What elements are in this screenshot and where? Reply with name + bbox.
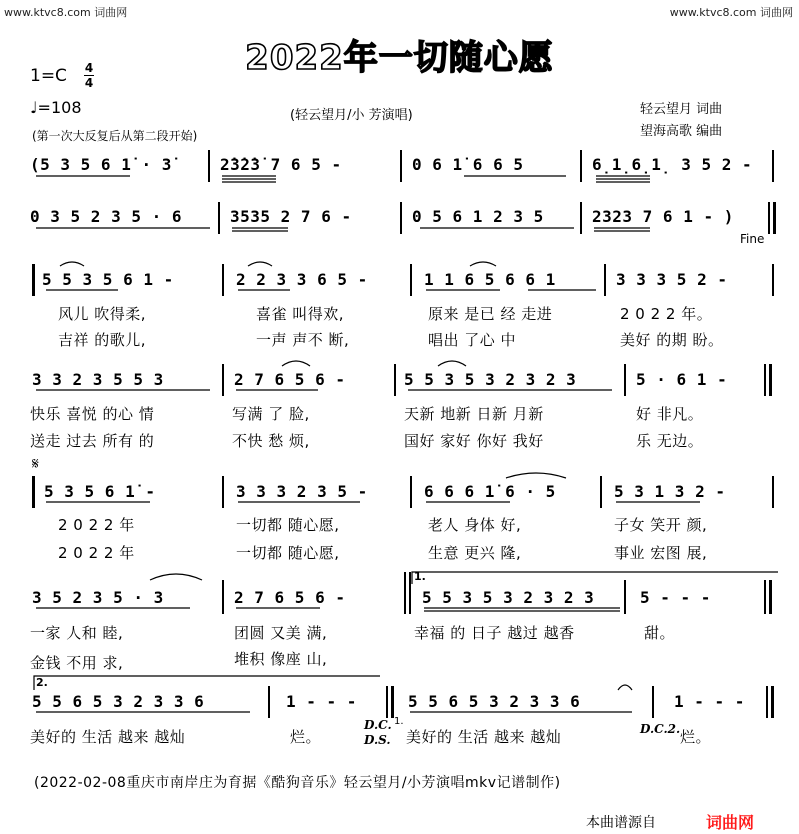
measure-notes: 1 - - -: [674, 692, 745, 711]
fine-mark: Fine: [740, 232, 765, 246]
lyric-verse-1: 团圆 又美 满,: [234, 624, 328, 642]
segno-sign: 𝄋: [32, 454, 39, 473]
measure-notes: 3 3 3 5 2 -: [616, 270, 728, 289]
measure-notes: 1 - - -: [286, 692, 357, 711]
ds-mark: D.S.: [364, 733, 391, 747]
lyric-verse-2: 乐 无边。: [636, 432, 704, 450]
arrange-credit: 望海高歌 编曲: [640, 124, 723, 139]
key-signature: 1=C: [30, 66, 67, 86]
lyric-verse-1: 2 0 2 2 年。: [620, 305, 713, 323]
lyric-verse-1: 原来 是已 经 走进: [428, 305, 553, 323]
measure-notes: 3 3 3 2 3 5 -: [236, 482, 368, 501]
measure-notes: 5 5 3 5 3 2 3 2 3: [422, 588, 595, 607]
lyric-verse-2: 一声 声不 断,: [256, 331, 350, 349]
measure-notes: 2 7 6 5 6 -: [234, 588, 346, 607]
lyric-verse-2: 送走 过去 所有 的: [30, 432, 155, 450]
lyric-verse-1: 2 0 2 2 年: [58, 516, 135, 534]
lyric-verse-2: 金钱 不用 求,: [30, 654, 124, 672]
lyric-verse-2: 2 0 2 2 年: [58, 544, 135, 562]
song-title: 2022年一切随心愿: [245, 38, 554, 78]
time-top: 4: [84, 61, 94, 75]
measure-notes: 5 5 6 5 3 2 3 3 6: [32, 692, 205, 711]
watermark-right: www.ktvc8.com 词曲网: [669, 6, 793, 19]
lyric-verse-2: 堆积 像座 山,: [234, 650, 328, 668]
lyric-verse-1: 幸福 的 日子 越过 越香: [414, 624, 575, 642]
lyric-verse-1: 甜。: [644, 624, 676, 642]
lyrics-credit: 轻云望月 词曲: [640, 102, 723, 117]
lyric-verse-1: 天新 地新 日新 月新: [404, 405, 544, 423]
footer-note: (2022-02-08重庆市南岸庄为育据《酷狗音乐》轻云望月/小芳演唱mkv记谱制作): [34, 775, 561, 791]
time-bottom: 4: [84, 76, 94, 90]
measure-notes: 5 3 1 3 2 -: [614, 482, 726, 501]
measure-notes: 5 5 6 5 3 2 3 3 6: [408, 692, 581, 711]
lyric-verse-2: 国好 家好 你好 我好: [404, 432, 544, 450]
measure-notes: 1 1 6 5 6 6 1: [424, 270, 556, 289]
measure-notes: 2 2 3 3 6 5 -: [236, 270, 368, 289]
measure-notes: 0 6 1̇ 6 6 5: [412, 155, 524, 174]
lyric-verse-1: 一家 人和 睦,: [30, 624, 124, 642]
measure-notes: 2323 7 6 1 - ): [592, 207, 734, 226]
measure-notes: 3535 2 7 6 -: [230, 207, 352, 226]
lyric-verse-2: 不快 愁 烦,: [232, 432, 310, 450]
measure-notes: 3 5 2 3 5 · 3: [32, 588, 164, 607]
lyric-verse-2: 一切都 随心愿,: [236, 544, 340, 562]
lyric-verse-1: 风儿 吹得柔,: [58, 305, 147, 323]
lyric-verse-2: 唱出 了心 中: [428, 331, 517, 349]
brand-logo[interactable]: 词曲网: [706, 813, 755, 832]
dc-mark: D.C.: [364, 718, 392, 732]
second-ending-mark: 2.: [36, 676, 48, 689]
measure-notes: 6̣1̣6̣1̣ 3 5 2 -: [592, 155, 753, 174]
measure-notes: 2̇3̇2̇3̇ 7 6 5 -: [220, 155, 342, 174]
source-note: 本曲谱源自: [586, 815, 656, 831]
lyric-verse-2: 吉祥 的歌儿,: [58, 331, 147, 349]
lyric-verse-1: 子女 笑开 颜,: [614, 516, 708, 534]
lyric-verse-1: 写满 了 脸,: [232, 405, 310, 423]
lyric-verse-2: 生意 更兴 隆,: [428, 544, 522, 562]
measure-notes: 5 - - -: [640, 588, 711, 607]
lyric-line: 烂。: [290, 728, 322, 746]
measure-notes: 5 5 3 5 6 1 -: [42, 270, 174, 289]
lyric-verse-1: 好 非凡。: [636, 405, 704, 423]
measure-notes: (5 3 5 6 1̇ · 3̇: [30, 155, 172, 174]
measure-notes: 3 3 2 3 5 5 3: [32, 370, 164, 389]
lyric-verse-2: 事业 宏图 展,: [614, 544, 708, 562]
measure-notes: 0 5 6 1 2 3 5: [412, 207, 544, 226]
dc-one-mark: 1.: [394, 716, 404, 727]
measure-notes: 2 7 6 5 6 -: [234, 370, 346, 389]
lyric-line: 美好的 生活 越来 越灿: [30, 728, 186, 746]
measure-notes: 5 5 3 5 3 2 3 2 3: [404, 370, 577, 389]
measure-notes: 5 3 5 6 1̇ -: [44, 482, 156, 501]
lyric-line: 烂。: [680, 728, 712, 746]
measure-notes: 5 · 6 1 -: [636, 370, 728, 389]
watermark-left: www.ktvc8.com 词曲网: [4, 6, 128, 19]
lyric-line: 美好的 生活 越来 越灿: [406, 728, 562, 746]
dc2-mark: D.C.2.: [640, 722, 681, 736]
first-ending-mark: 1.: [414, 570, 426, 583]
lyric-verse-2: 美好 的期 盼。: [620, 331, 724, 349]
repeat-note: (第一次大反复后从第二段开始): [32, 129, 198, 143]
singers: (轻云望月/小 芳演唱): [290, 108, 413, 123]
lyric-verse-1: 喜雀 叫得欢,: [256, 305, 345, 323]
lyric-verse-1: 一切都 随心愿,: [236, 516, 340, 534]
measure-notes: 0 3 5 2 3 5 · 6: [30, 207, 182, 226]
lyric-verse-1: 老人 身体 好,: [428, 516, 522, 534]
measure-notes: 6 6 6 1̇ 6 · 5: [424, 482, 556, 501]
lyric-verse-1: 快乐 喜悦 的心 情: [30, 405, 155, 423]
tempo: ♩=108: [30, 98, 82, 117]
